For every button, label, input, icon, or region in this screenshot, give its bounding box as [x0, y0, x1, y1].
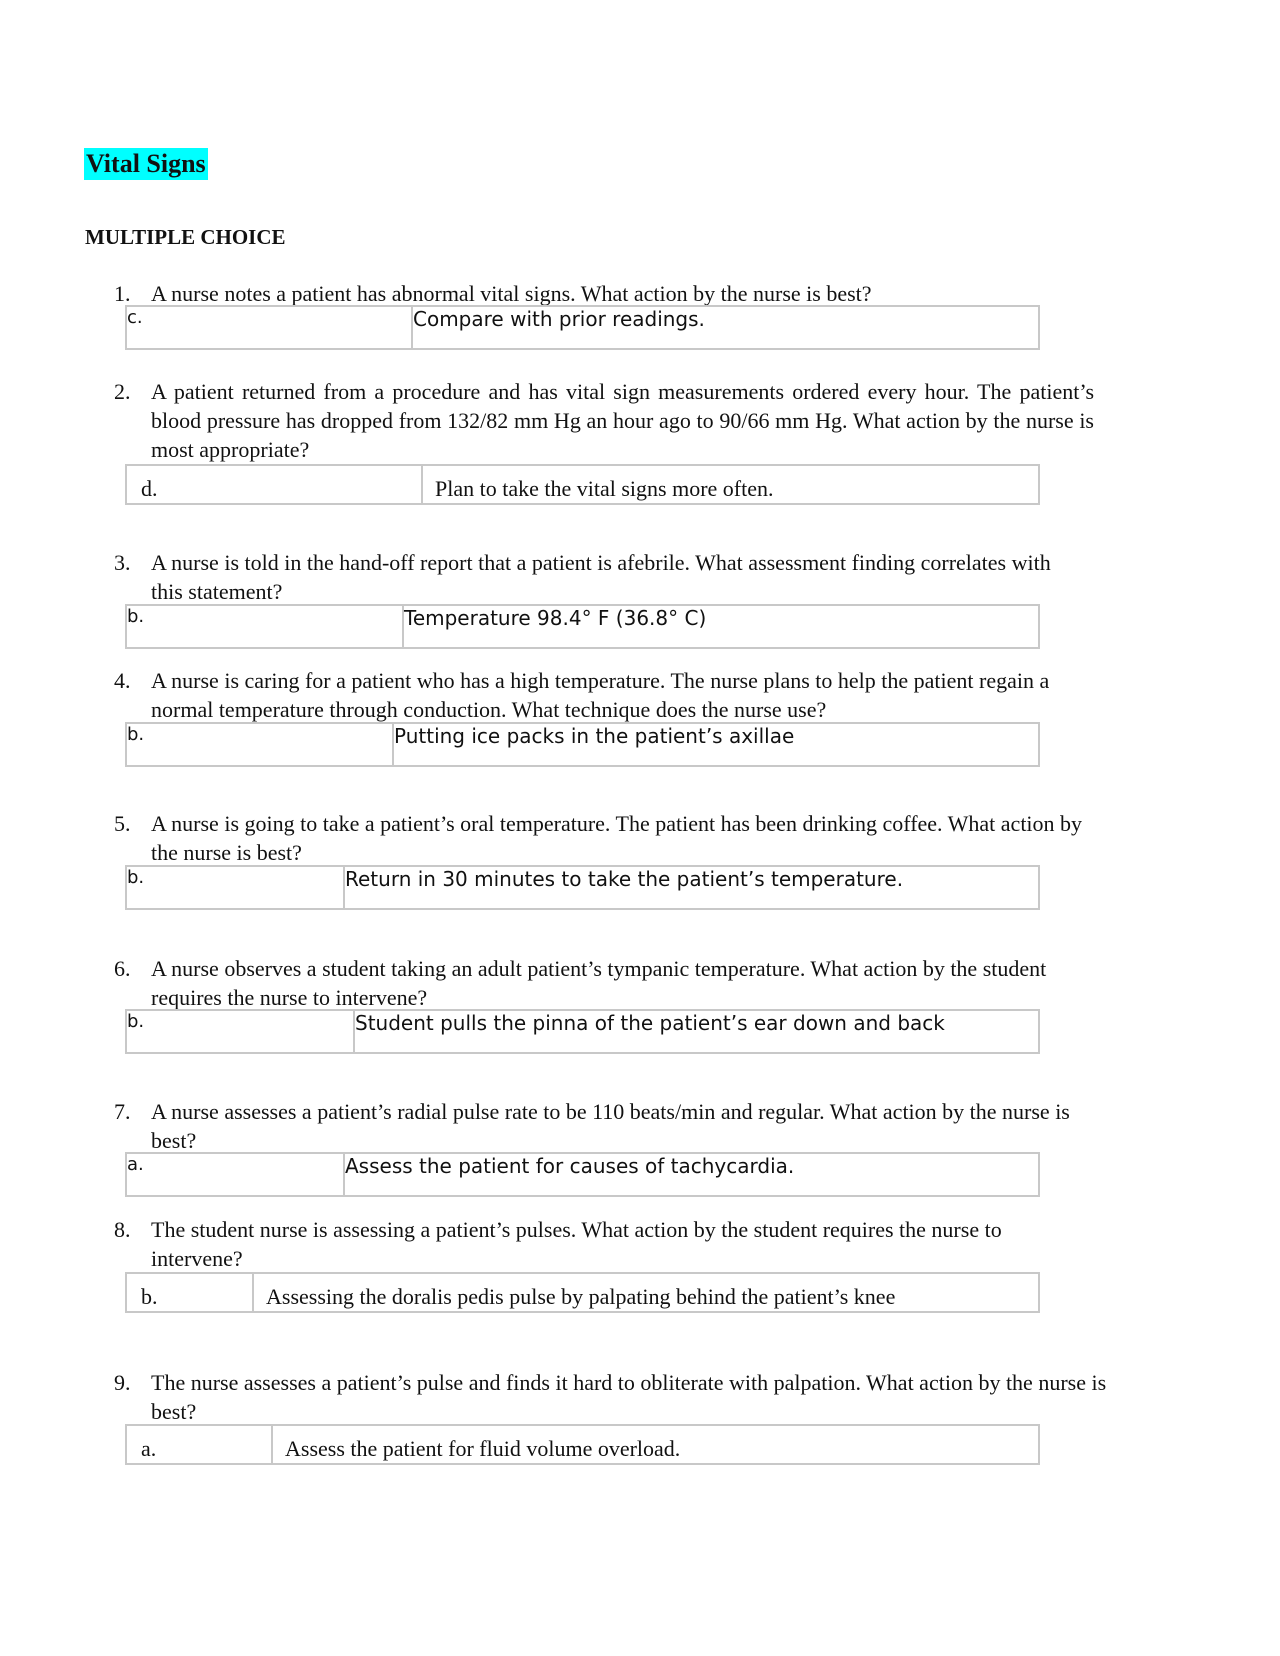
answer-box-1	[125, 305, 1040, 350]
answer-box-4	[125, 722, 1040, 767]
answer-text: Plan to take the vital signs more often.	[435, 476, 774, 501]
document-title: Vital Signs	[86, 149, 206, 178]
answer-letter: d.	[127, 466, 423, 503]
question-6	[114, 954, 1094, 1012]
answer-text: Temperature 98.4° F (36.8° C)	[404, 606, 707, 630]
question-7	[114, 1097, 1094, 1155]
question-text: A nurse assesses a patient’s radial pulse rate to be 110 beats/min and regular. What action by the nurse is best?	[151, 1099, 1070, 1153]
question-text: The student nurse is assessing a patient’s pulses. What action by the student requires the nurse to intervene?	[151, 1217, 1002, 1271]
question-text: A nurse is going to take a patient’s oral temperature. The patient has been drinking coffee. What action by the nurse is best?	[151, 811, 1083, 865]
question-5	[114, 809, 1094, 867]
answer-letter: c.	[127, 307, 413, 348]
answer-letter: b.	[127, 1274, 254, 1311]
answer-box-8	[125, 1272, 1040, 1313]
answer-text: Assess the patient for causes of tachycardia.	[345, 1154, 795, 1178]
question-number: 9.	[114, 1370, 131, 1395]
question-8	[114, 1215, 1094, 1273]
question-4	[114, 666, 1094, 724]
question-text: A nurse is caring for a patient who has a high temperature. The nurse plans to help the patient regain a normal temperature through conduction. What technique does the nurse use?	[151, 668, 1050, 722]
answer-letter: a.	[127, 1426, 273, 1463]
section-heading: MULTIPLE CHOICE	[85, 225, 286, 249]
answer-box-9	[125, 1424, 1040, 1465]
answer-letter: a.	[127, 1154, 345, 1195]
question-number: 8.	[114, 1217, 131, 1242]
question-text: A nurse notes a patient has abnormal vital signs. What action by the nurse is best?	[151, 281, 872, 306]
question-9	[114, 1368, 1107, 1426]
question-text: The nurse assesses a patient’s pulse and finds it hard to obliterate with palpation. What action by the nurse is best?	[151, 1370, 1107, 1424]
question-number: 7.	[114, 1099, 131, 1124]
answer-text: Student pulls the pinna of the patient’s ear down and back	[355, 1011, 945, 1035]
answer-box-2	[125, 464, 1040, 505]
answer-box-5	[125, 865, 1040, 910]
answer-text: Return in 30 minutes to take the patient’s temperature.	[345, 867, 904, 891]
question-number: 6.	[114, 956, 131, 981]
answer-letter: b.	[127, 1011, 355, 1052]
answer-text: Putting ice packs in the patient’s axillae	[394, 724, 795, 748]
answer-box-7	[125, 1152, 1040, 1197]
answer-text: Assess the patient for fluid volume overload.	[285, 1436, 681, 1461]
answer-letter: b.	[127, 867, 345, 908]
answer-box-3	[125, 604, 1040, 649]
question-2	[114, 377, 1094, 464]
question-3	[114, 548, 1094, 606]
question-number: 4.	[114, 668, 131, 693]
question-number: 1.	[114, 281, 131, 306]
question-number: 5.	[114, 811, 131, 836]
question-number: 3.	[114, 550, 131, 575]
question-number: 2.	[114, 379, 131, 404]
question-text: A patient returned from a procedure and has vital sign measurements ordered every hour. The patient’s blood pressure has dropped from 132/82 mm Hg an hour ago to 90/66 mm Hg. What action by the nurse is most appropriate?	[151, 379, 1094, 462]
answer-letter: b.	[127, 724, 394, 765]
answer-box-6	[125, 1009, 1040, 1054]
question-text: A nurse observes a student taking an adult patient’s tympanic temperature. What action by the student requires the nurse to intervene?	[151, 956, 1047, 1010]
answer-letter: b.	[127, 606, 404, 647]
answer-text: Assessing the doralis pedis pulse by palpating behind the patient’s knee	[266, 1284, 896, 1309]
answer-text: Compare with prior readings.	[413, 307, 705, 331]
question-text: A nurse is told in the hand-off report that a patient is afebrile. What assessment finding correlates with this statement?	[151, 550, 1051, 604]
question-1	[114, 279, 1094, 308]
